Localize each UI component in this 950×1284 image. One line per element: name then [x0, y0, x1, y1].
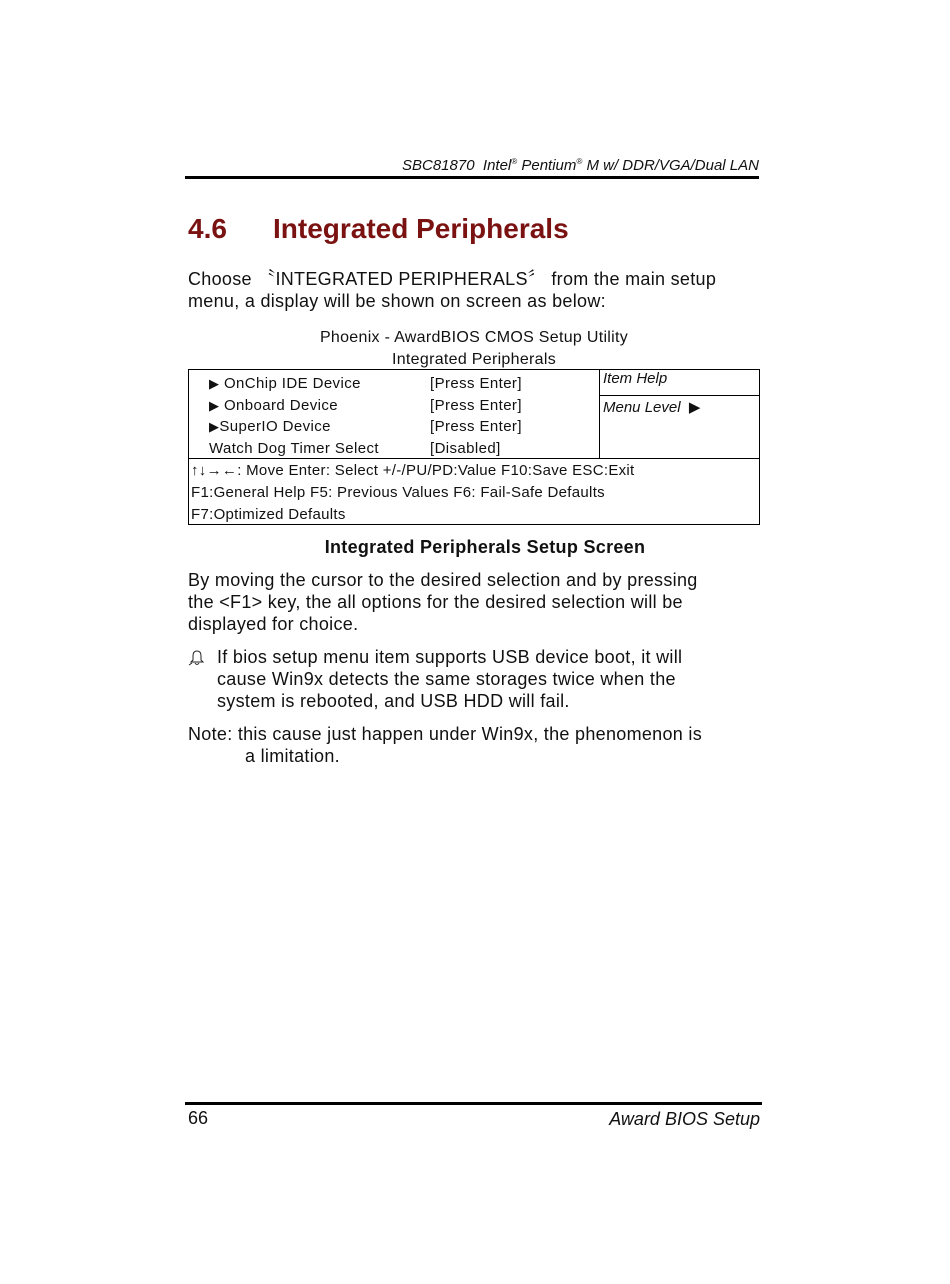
header-reg-mark: ® [576, 157, 583, 166]
section-title: Integrated Peripherals [273, 213, 569, 244]
bios-item-superio-device[interactable] [209, 416, 522, 438]
bios-item-value: [Press Enter] [430, 375, 522, 392]
bios-item-watchdog[interactable] [209, 438, 501, 460]
page-footer [185, 1102, 762, 1129]
bios-item-label: Watch Dog Timer Select [209, 440, 379, 457]
running-header [185, 152, 759, 179]
bios-item-label: SuperIO Device [219, 418, 331, 435]
header-reg-mark: ® [511, 157, 518, 166]
footer-title: Award BIOS Setup [609, 1109, 760, 1129]
bios-item-value: [Press Enter] [430, 418, 522, 435]
submenu-arrow-icon: ▶ [209, 398, 220, 413]
bios-item-label: OnChip IDE Device [223, 375, 361, 392]
bios-item-value: [Press Enter] [430, 397, 522, 414]
header-rest: M w/ DDR/VGA/Dual LAN [586, 157, 759, 174]
bios-item-onboard-device[interactable] [209, 395, 522, 417]
bell-icon [188, 648, 206, 668]
intro-line: menu, a display will be shown on screen as below: [188, 291, 606, 311]
bios-item-value: [Disabled] [430, 440, 501, 457]
note-line: Note: this cause just happen under Win9x, the phenomenon is [188, 724, 703, 744]
item-help-title: Item Help [600, 370, 760, 396]
bios-item-onchip-ide[interactable] [209, 373, 522, 395]
figure-caption: Integrated Peripherals Setup Screen [324, 537, 646, 557]
menu-level-arrow-icon: ▶ [688, 399, 701, 416]
intro-paragraph [188, 268, 763, 312]
item-help-panel [599, 370, 760, 459]
bios-screen-title: Integrated Peripherals [391, 351, 557, 368]
submenu-arrow-icon: ▶ [209, 376, 220, 391]
bell-note-line: cause Win9x detects the same storages twice when the [217, 669, 676, 689]
header-brand-intel: Intel [482, 157, 512, 174]
section-number: 4.6 [188, 213, 227, 244]
body-line: displayed for choice. [188, 614, 359, 634]
header-brand-pentium: Pentium [521, 157, 577, 174]
key-help-line: F7:Optimized Defaults [191, 506, 346, 523]
submenu-arrow-icon: ▶ [209, 419, 220, 434]
header-text [402, 157, 759, 174]
bell-note-line: system is rebooted, and USB HDD will fail. [217, 691, 570, 711]
bios-item-list [189, 370, 599, 459]
page-number: 66 [188, 1108, 209, 1128]
bios-screen [188, 369, 760, 525]
bell-note-line: If bios setup menu item supports USB device boot, it will [217, 647, 683, 667]
bios-item-label: Onboard Device [223, 397, 338, 414]
bios-utility-title: Phoenix - AwardBIOS CMOS Setup Utility [319, 329, 629, 346]
intro-line: Choose 〝INTEGRATED PERIPHERALS〞 from the main setup [188, 269, 717, 289]
body-paragraph [188, 569, 763, 635]
menu-level-label: Menu Level [603, 399, 681, 416]
key-help-line: F1:General Help F5: Previous Values F6: Fail-Safe Defaults [191, 484, 605, 501]
note-paragraph [188, 723, 763, 767]
bell-note-paragraph [217, 646, 742, 712]
body-line: the <F1> key, the all options for the desired selection will be [188, 592, 683, 612]
key-help-line: ↑↓→←: Move Enter: Select +/-/PU/PD:Value F10:Save ESC:Exit [191, 462, 635, 479]
menu-level [600, 398, 760, 418]
header-model: SBC81870 [402, 157, 475, 174]
body-line: By moving the cursor to the desired selection and by pressing [188, 570, 698, 590]
section-heading [188, 213, 569, 245]
note-line: a limitation. [245, 746, 340, 766]
